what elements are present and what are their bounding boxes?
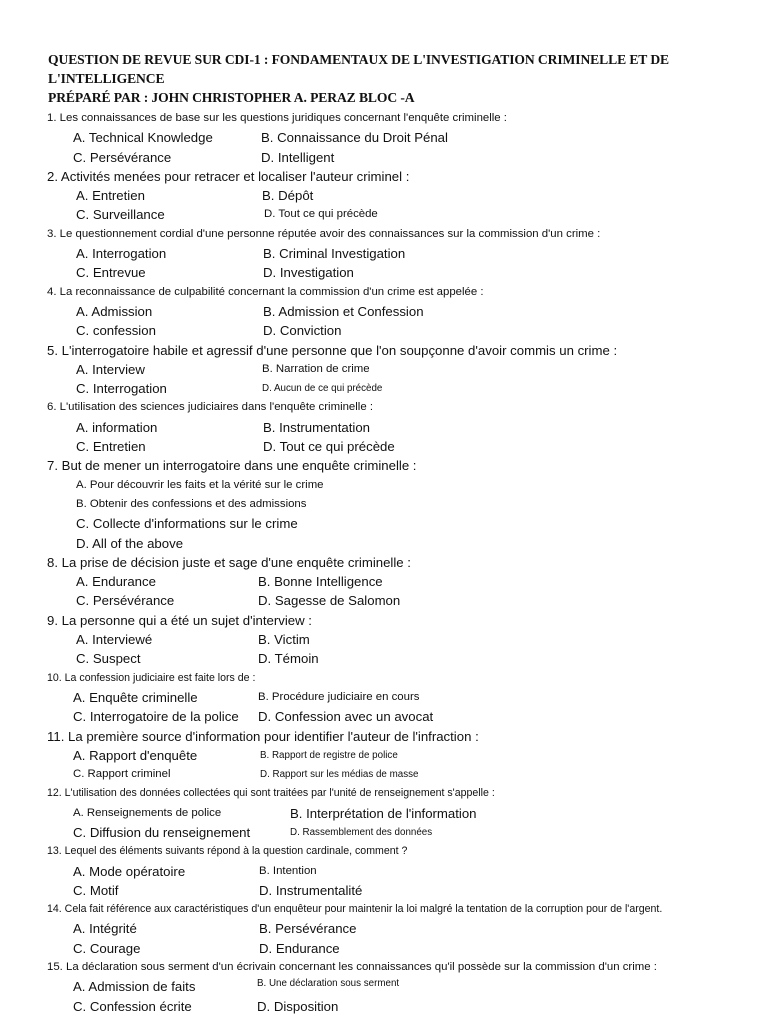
option-a: A. Mode opératoire — [73, 863, 186, 879]
option-a: A. Interrogation — [76, 246, 167, 262]
option-a: A. Admission de faits — [73, 979, 196, 995]
option-c: C. Motif — [73, 882, 119, 898]
question-11 — [47, 727, 747, 785]
option-d: D. Intelligent — [261, 149, 335, 165]
option-c: C. Rapport criminel — [73, 768, 171, 781]
option-a: A. Admission — [76, 303, 153, 319]
question-13 — [47, 842, 747, 900]
option-c: C. Diffusion du renseignement — [73, 824, 251, 840]
question-text: 10. La confession judiciaire est faite lors de : — [47, 671, 256, 684]
option-c: C. Entrevue — [76, 265, 146, 281]
question-5 — [47, 341, 747, 399]
option-d: D. Aucun de ce qui précède — [262, 383, 383, 395]
question-text: 9. La personne qui a été un sujet d'interview : — [47, 612, 312, 628]
option-b: B. Bonne Intelligence — [258, 574, 383, 590]
option-a: A. Enquête criminelle — [73, 689, 198, 705]
question-12 — [47, 784, 747, 842]
option-b: B. Connaissance du Droit Pénal — [261, 130, 448, 146]
option-c: C. Surveillance — [76, 207, 165, 223]
document-title: QUESTION DE REVUE SUR CDI-1 : FONDAMENTAUX DE L'INVESTIGATION CRIMINELLE ET DE L'INTELLIGENCE — [48, 52, 670, 86]
question-2 — [47, 167, 747, 225]
option-a: A. Endurance — [76, 574, 156, 590]
option-a: A. Technical Knowledge — [73, 130, 213, 146]
option-d: D. Tout ce qui précède — [264, 208, 378, 221]
question-text: 5. L'interrogatoire habile et agressif d'une personne que l'on soupçonne d'avoir commis un crime : — [47, 342, 618, 358]
option-d: D. Conviction — [263, 323, 342, 339]
option-b: B. Instrumentation — [263, 419, 371, 435]
option-c: C. Collecte d'informations sur le crime — [76, 516, 298, 532]
option-a: A. Interview — [76, 361, 145, 377]
option-d: D. Investigation — [263, 265, 354, 281]
option-a: A. information — [76, 419, 158, 435]
question-10 — [47, 669, 747, 727]
option-b: B. Une déclaration sous serment — [257, 978, 400, 990]
question-6 — [47, 398, 747, 456]
option-c: C. Courage — [73, 940, 141, 956]
question-1 — [47, 109, 747, 167]
question-8 — [47, 553, 747, 611]
option-b: B. Obtenir des confessions et des admissions — [76, 497, 307, 510]
option-b: B. Persévérance — [259, 921, 357, 937]
option-d: D. Rapport sur les médias de masse — [260, 769, 419, 781]
option-c: C. confession — [76, 323, 156, 339]
question-text: 11. La première source d'information pour identifier l'auteur de l'infraction : — [47, 728, 479, 744]
option-d: D. Endurance — [259, 940, 340, 956]
option-b: B. Rapport de registre de police — [260, 749, 398, 761]
question-list — [47, 109, 747, 1016]
question-7 — [47, 456, 747, 552]
document-header — [48, 50, 738, 107]
question-text: 8. La prise de décision juste et sage d'une enquête criminelle : — [47, 554, 411, 570]
option-d: D. All of the above — [76, 535, 184, 551]
option-c: C. Interrogatoire de la police — [73, 709, 239, 725]
option-d: D. Rassemblement des données — [290, 826, 433, 838]
option-d: D. Sagesse de Salomon — [258, 593, 401, 609]
option-d: D. Disposition — [257, 998, 339, 1014]
question-text: 1. Les connaissances de base sur les questions juridiques concernant l'enquête criminelle : — [47, 112, 507, 124]
option-c: C. Suspect — [76, 651, 141, 667]
option-c: C. Interrogation — [76, 381, 167, 397]
question-9 — [47, 611, 747, 669]
option-c: C. Persévérance — [73, 149, 172, 165]
option-b: B. Procédure judiciaire en cours — [258, 690, 420, 703]
question-text: 12. L'utilisation des données collectées qui sont traitées par l'unité de renseignement s'appelle : — [47, 787, 495, 800]
option-b: B. Dépôt — [262, 188, 314, 204]
question-14 — [47, 900, 747, 958]
question-15 — [47, 958, 747, 1016]
option-d: D. Tout ce qui précède — [263, 439, 395, 455]
option-a: A. Interviewé — [76, 632, 153, 648]
option-b: B. Intention — [259, 864, 317, 877]
option-a: A. Entretien — [76, 188, 145, 204]
option-a: A. Renseignements de police — [73, 806, 222, 819]
option-a: A. Pour découvrir les faits et la vérité sur le crime — [76, 478, 324, 491]
question-text: 4. La reconnaissance de culpabilité concernant la commission d'un crime est appelée : — [47, 285, 484, 298]
question-text: 15. La déclaration sous serment d'un écrivain concernant les connaissances qu'il possède sur la commission d'un crime : — [47, 961, 657, 974]
option-d: D. Instrumentalité — [259, 882, 363, 898]
option-c: C. Confession écrite — [73, 998, 192, 1014]
question-text: 7. But de mener un interrogatoire dans une enquête criminelle : — [47, 458, 417, 474]
option-b: B. Victim — [258, 632, 310, 648]
question-3 — [47, 225, 747, 283]
option-d: D. Témoin — [258, 651, 319, 667]
question-text: 6. L'utilisation des sciences judiciaires dans l'enquête criminelle : — [47, 401, 373, 414]
option-c: C. Persévérance — [76, 593, 175, 609]
option-c: C. Entretien — [76, 439, 146, 455]
option-a: A. Rapport d'enquête — [73, 747, 198, 763]
question-text: 13. Lequel des éléments suivants répond à la question cardinale, comment ? — [47, 845, 408, 858]
option-b: B. Interprétation de l'information — [290, 805, 477, 821]
question-text: 3. Le questionnement cordial d'une personne réputée avoir des connaissances sur la commission d'un crime : — [47, 227, 601, 240]
question-text: 14. Cela fait référence aux caractéristiques d'un enquêteur pour maintenir la loi malgré la tentation de la corruption pour de l'argent. — [47, 903, 663, 916]
option-a: A. Intégrité — [73, 921, 137, 937]
option-b: B. Admission et Confession — [263, 303, 424, 319]
option-b: B. Narration de crime — [262, 362, 370, 375]
option-d: D. Confession avec un avocat — [258, 709, 434, 725]
document-author: PRÉPARÉ PAR : JOHN CHRISTOPHER A. PERAZ BLOC -A — [48, 90, 415, 105]
question-4 — [47, 283, 747, 341]
question-text: 2. Activités menées pour retracer et localiser l'auteur criminel : — [47, 168, 410, 184]
option-b: B. Criminal Investigation — [263, 246, 406, 262]
